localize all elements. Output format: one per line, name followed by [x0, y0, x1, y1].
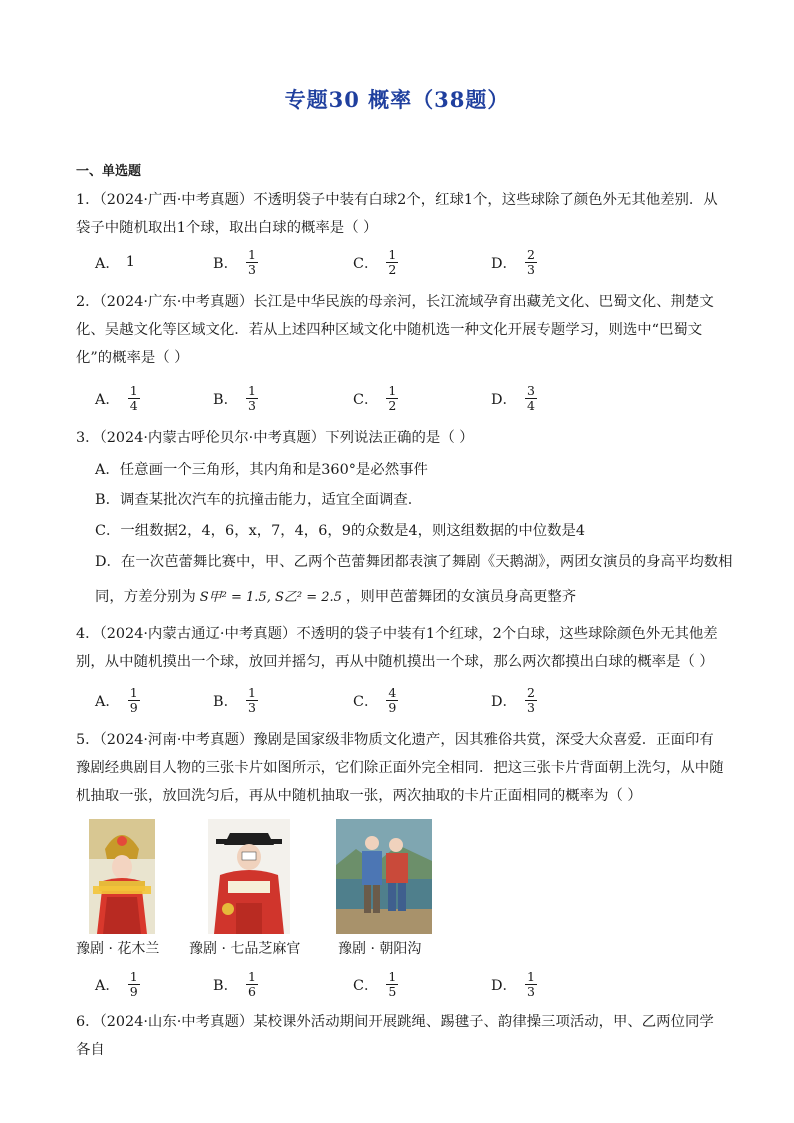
option-c: C． $\frac{1}{2}$: [353, 246, 397, 277]
option-a: A． 1: [95, 254, 135, 272]
opera-card-chaoyang-gou-image: [336, 819, 432, 934]
option-a: A． $\frac{1}{4}$: [95, 382, 138, 413]
question-text: （2024·河南·中考真题）豫剧是国家级非物质文化遗产，因其雅俗共赏，深受大众喜爱．正面印有豫剧经典剧目人物的三张卡片如图所示，它们除正面外完全相同．把这三张卡片背面朝上洗匀，从中随机抽取一张，放回洗匀后，再从中随机抽取一张，两次抽取的卡片正面相同的概率为（ ）: [76, 732, 724, 804]
question-2: [76, 288, 726, 372]
section-heading: 一、单选题: [76, 164, 142, 179]
fraction: $\frac{1}{9}$: [129, 968, 138, 999]
option-c: C． $\frac{1}{5}$: [353, 968, 397, 999]
option-d: D． $\frac{1}{3}$: [491, 968, 535, 999]
option-a: A． $\frac{1}{9}$: [95, 968, 138, 999]
caption-chaoyang-gou: 豫剧 · 朝阳沟: [338, 941, 422, 957]
statement-c: C．一组数据2，4，6，x，7，4，6，9的众数是4，则这组数据的中位数是4: [95, 523, 586, 539]
option-a: A． $\frac{1}{9}$: [95, 684, 138, 715]
statement-d-line1: D．在一次芭蕾舞比赛中，甲、乙两个芭蕾舞团都表演了舞剧《天鹅湖》，两团女演员的身高平均数相: [95, 554, 733, 570]
fraction: $\frac{1}{2}$: [388, 382, 397, 413]
page-title: 专题30 概率（38题）: [284, 87, 510, 112]
statement-a: A．任意画一个三角形，其内角和是360°是必然事件: [95, 462, 428, 478]
question-number: 4．: [76, 626, 100, 642]
statement-b: B．调查某批次汽车的抗撞击能力，适宜全面调查．: [95, 492, 423, 508]
fraction: $\frac{1}{3}$: [247, 246, 256, 277]
fraction: $\frac{1}{3}$: [247, 382, 256, 413]
caption-hua-mulan: 豫剧 · 花木兰: [76, 941, 160, 957]
question-number: 1．: [76, 192, 100, 208]
question-3: [76, 424, 726, 452]
question-1-options: [95, 242, 735, 282]
fraction: $\frac{1}{9}$: [129, 684, 138, 715]
question-1: [76, 186, 726, 242]
option-b: B． $\frac{1}{6}$: [213, 968, 256, 999]
question-number: 6．: [76, 1014, 100, 1030]
fraction: $\frac{1}{3}$: [247, 684, 256, 715]
question-2-options: [95, 378, 735, 418]
question-number: 5．: [76, 732, 100, 748]
option-c: C． $\frac{1}{2}$: [353, 382, 397, 413]
fraction: $\frac{2}{3}$: [526, 246, 535, 277]
fraction: $\frac{4}{9}$: [388, 684, 397, 715]
question-4: [76, 620, 726, 676]
caption-qipin-zhimaguan: 豫剧 · 七品芝麻官: [189, 941, 301, 957]
fraction: $\frac{1}{4}$: [129, 382, 138, 413]
question-text: （2024·内蒙古呼伦贝尔·中考真题）下列说法正确的是（ ）: [99, 430, 474, 446]
fraction: $\frac{1}{3}$: [526, 968, 535, 999]
fraction: $\frac{3}{4}$: [526, 382, 535, 413]
question-5-options: [95, 964, 735, 1004]
question-number: 3．: [76, 430, 100, 446]
option-d: D． $\frac{2}{3}$: [491, 684, 535, 715]
question-text: （2024·山东·中考真题）某校课外活动期间开展跳绳、踢毽子、韵律操三项活动，甲、乙两位同学各自: [76, 1014, 714, 1058]
opera-card-hua-mulan-image: [89, 819, 155, 934]
option-d: D． $\frac{2}{3}$: [491, 246, 535, 277]
option-c: C． $\frac{4}{9}$: [353, 684, 397, 715]
question-6: [76, 1008, 726, 1064]
question-5: [76, 726, 726, 810]
option-d: D． $\frac{3}{4}$: [491, 382, 535, 413]
question-text: （2024·广西·中考真题）不透明袋子中装有白球2个，红球1个，这些球除了颜色外无其他差别．从袋子中随机取出1个球，取出白球的概率是（ ）: [76, 192, 718, 236]
question-4-options: [95, 680, 735, 720]
fraction: $\frac{1}{6}$: [247, 968, 256, 999]
fraction: $\frac{1}{2}$: [388, 246, 397, 277]
option-b: B． $\frac{1}{3}$: [213, 684, 256, 715]
option-value: 1: [125, 254, 135, 270]
variance-formula: S甲² = 1.5, S乙² = 2.5: [199, 590, 342, 605]
question-text: （2024·内蒙古通辽·中考真题）不透明的袋子中装有1个红球，2个白球，这些球除颜色外无其他差别，从中随机摸出一个球，放回并摇匀，再从中随机摸出一个球，那么两次都摸出白球的概率是（ ）: [76, 626, 718, 670]
option-b: B． $\frac{1}{3}$: [213, 382, 256, 413]
fraction: $\frac{2}{3}$: [526, 684, 535, 715]
statement-d-line2: 同，方差分别为 S甲² = 1.5, S乙² = 2.5 ，则甲芭蕾舞团的女演员身高更整齐: [95, 589, 577, 605]
question-text: （2024·广东·中考真题）长江是中华民族的母亲河，长江流域孕育出藏羌文化、巴蜀文化、荆楚文化、吴越文化等区域文化．若从上述四种区域文化中随机选一种文化开展专题学习，则选中“巴蜀文化”的概率是（ ）: [76, 294, 714, 366]
question-number: 2．: [76, 294, 100, 310]
fraction: $\frac{1}{5}$: [388, 968, 397, 999]
option-b: B． $\frac{1}{3}$: [213, 246, 256, 277]
opera-card-qipin-zhimaguan-image: [208, 819, 290, 934]
